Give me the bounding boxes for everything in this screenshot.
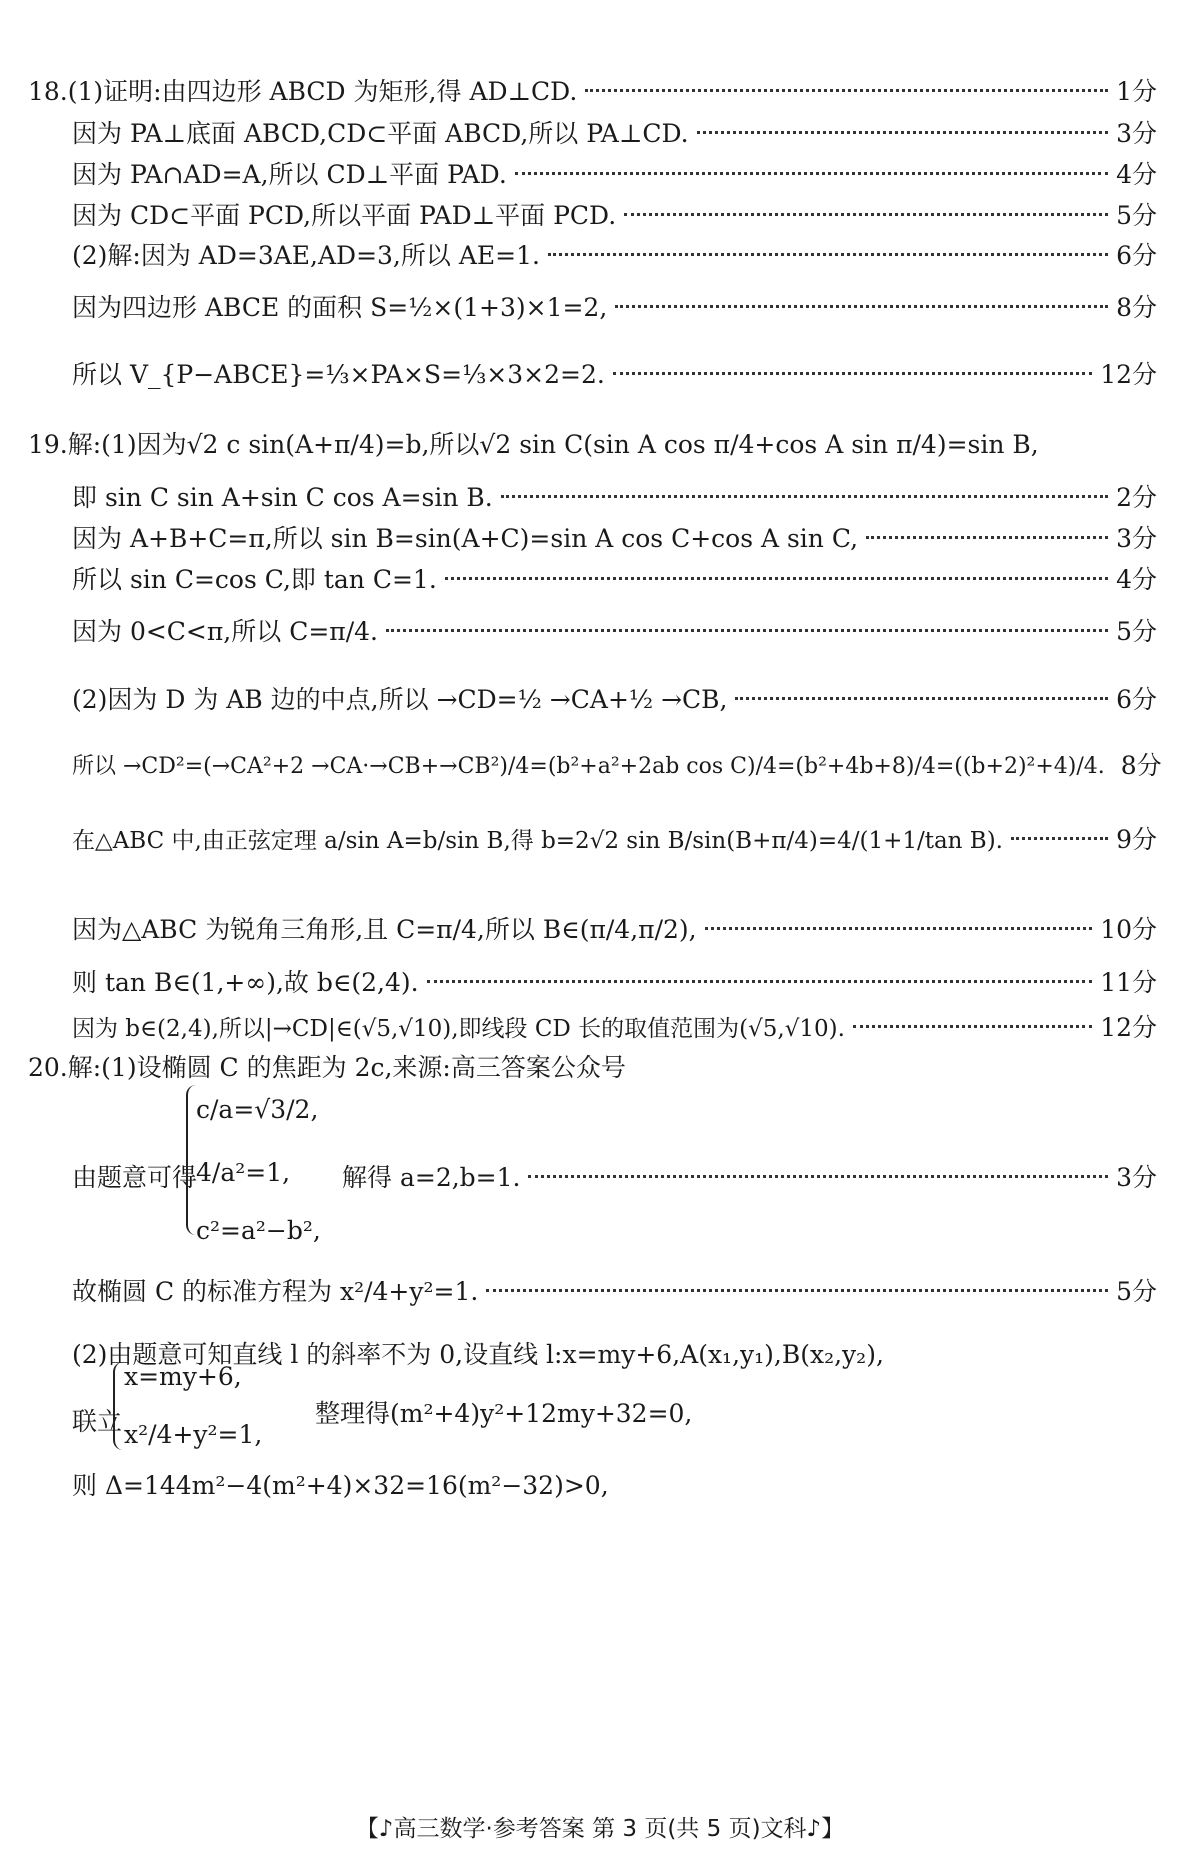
system2-result: 整理得(m²+4)y²+12my+32=0, <box>315 1399 693 1428</box>
line-19-5: 因为 0<C<π,所以 C=π/4. 5分 <box>72 612 1157 648</box>
line-19-9: 因为△ABC 为锐角三角形,且 C=π/4,所以 B∈(π/4,π/2), 10分 <box>72 910 1157 946</box>
score: 2分 <box>1116 483 1157 512</box>
score: 3分 <box>1116 524 1157 553</box>
line-20-3: 故椭圆 C 的标准方程为 x²/4+y²=1. 5分 <box>72 1272 1157 1308</box>
line-19-1: 19.解:(1)因为√2 c sin(A+π/4)=b,所以√2 sin C(sin A cos π/4+cos A sin π/4)=sin B, <box>28 430 1039 459</box>
score: 8分 <box>1116 293 1157 322</box>
line-18-5: (2)解:因为 AD=3AE,AD=3,所以 AE=1. 6分 <box>72 236 1157 272</box>
line-18-1: 18.(1)证明:由四边形 ABCD 为矩形,得 AD⊥CD. 1分 <box>28 72 1157 108</box>
line-19-7: 所以 →CD²=(→CA²+2 →CA·→CB+→CB²)/4=(b²+a²+2ab cos C)/4=(b²+4b+8)/4=((b+2)²+4)/4. 8分 <box>72 746 1157 782</box>
line-20-6: 则 Δ=144m²−4(m²+4)×32=16(m²−32)>0, <box>72 1471 609 1500</box>
line-20-5: 联立 <box>72 1407 123 1436</box>
score: 4分 <box>1116 160 1157 189</box>
score: 4分 <box>1116 565 1157 594</box>
score: 6分 <box>1116 685 1157 714</box>
score: 12分 <box>1100 360 1157 389</box>
score: 5分 <box>1116 201 1157 230</box>
line-18-2: 因为 PA⊥底面 ABCD,CD⊂平面 ABCD,所以 PA⊥CD. 3分 <box>72 114 1157 150</box>
system1-eq1: c/a=√3/2, <box>196 1095 319 1124</box>
score: 10分 <box>1100 915 1157 944</box>
page-footer: 【♪高三数学·参考答案 第 3 页(共 5 页)文科♪】 <box>355 1816 845 1842</box>
line-20-1: 20.解:(1)设椭圆 C 的焦距为 2c,来源:高三答案公众号 <box>28 1053 626 1082</box>
line-19-2: 即 sin C sin A+sin C cos A=sin B. 2分 <box>72 478 1157 514</box>
score: 8分 <box>1120 751 1162 780</box>
system1-eq3: c²=a²−b², <box>196 1216 321 1245</box>
line-19-8: 在△ABC 中,由正弦定理 a/sin A=b/sin B,得 b=2√2 sin B/sin(B+π/4)=4/(1+1/tan B). 9分 <box>72 820 1157 856</box>
system1-eq2: 4/a²=1, <box>196 1158 291 1187</box>
line-19-4: 所以 sin C=cos C,即 tan C=1. 4分 <box>72 560 1157 596</box>
score: 12分 <box>1100 1013 1157 1042</box>
score: 11分 <box>1100 968 1157 997</box>
line-18-7: 所以 V_{P−ABCE}=⅓×PA×S=⅓×3×2=2. 12分 <box>72 355 1157 391</box>
line-18-4: 因为 CD⊂平面 PCD,所以平面 PAD⊥平面 PCD. 5分 <box>72 196 1157 232</box>
line-19-11: 因为 b∈(2,4),所以|→CD|∈(√5,√10),即线段 CD 长的取值范围为(√5,√10). 12分 <box>72 1008 1157 1044</box>
line-20-4: (2)由题意可知直线 l 的斜率不为 0,设直线 l:x=my+6,A(x₁,y₁),B(x₂,y₂), <box>72 1340 884 1369</box>
score: 6分 <box>1116 241 1157 270</box>
system1-solution: 解得 a=2,b=1. <box>342 1163 521 1192</box>
score: 5分 <box>1116 1277 1157 1306</box>
line-18-6: 因为四边形 ABCE 的面积 S=½×(1+3)×1=2, 8分 <box>72 288 1157 324</box>
score: 3分 <box>1116 119 1157 148</box>
line-19-6: (2)因为 D 为 AB 边的中点,所以 →CD=½ →CA+½ →CB, 6分 <box>72 680 1157 716</box>
score: 1分 <box>1116 77 1157 106</box>
system2-eq1: x=my+6, <box>124 1362 242 1391</box>
score: 3分 <box>1116 1163 1157 1192</box>
score: 9分 <box>1116 825 1157 854</box>
line-20-2: 由题意可得 解得 a=2,b=1. 3分 <box>72 1158 1157 1194</box>
line-19-10: 则 tan B∈(1,+∞),故 b∈(2,4). 11分 <box>72 963 1157 999</box>
score: 5分 <box>1116 617 1157 646</box>
line-19-3: 因为 A+B+C=π,所以 sin B=sin(A+C)=sin A cos C+cos A sin C, 3分 <box>72 519 1157 555</box>
system2-eq2: x²/4+y²=1, <box>124 1420 263 1449</box>
line-18-3: 因为 PA∩AD=A,所以 CD⊥平面 PAD. 4分 <box>72 155 1157 191</box>
